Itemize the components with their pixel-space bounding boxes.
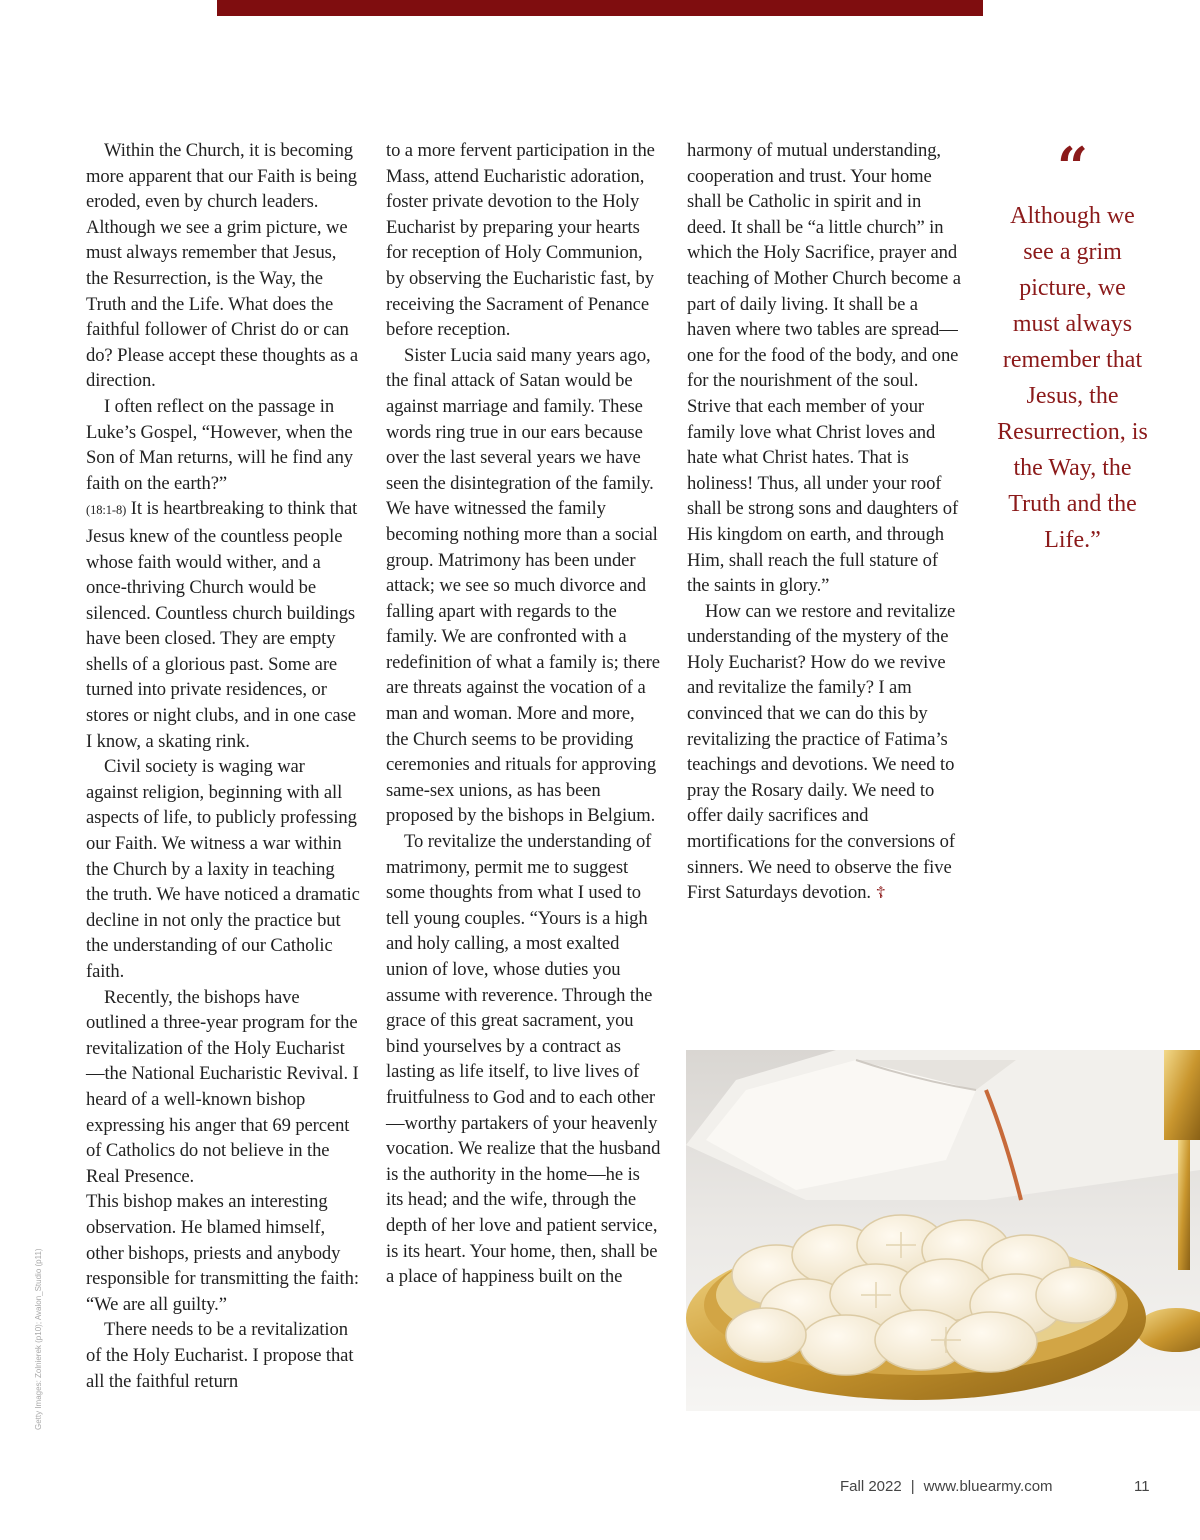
- paragraph: Sister Lucia said many years ago, the final attack of Satan would be against marriage and family. These words ring true in our ears because over the last several years we have seen the disintegration of the family. We have witnessed the family becoming nothing more than a social group. Matrimony has been under attack; we see so much divorce and falling apart with regards to the family. We are confronted with a redefinition of what a family is; there are threats against the vocation of a man and woman. More and more, the Church seems to be providing ceremonies and rituals for approving same-sex unions, as has been proposed by the bishops in Belgium.: [386, 344, 660, 827]
- paragraph: harmony of mutual understanding, cooperation and trust. Your home shall be Catholic in spirit and in deed. It shall be “a little church” in which the Holy Sacrifice, prayer and teaching of Mother Church become a part of daily living. It shall be a haven where two tables are spread—one for the food of the body, and one for the nourishment of the soul. Strive that each member of your family love what Christ loves and hate what Christ hates. That is holiness! Thus, all under your roof shall be strong sons and daughters of His kingdom on earth, and through Him, shall reach the full stature of the saints in glory.”: [687, 140, 961, 597]
- website-link[interactable]: www.bluearmy.com: [923, 1478, 1053, 1495]
- paragraph: To revitalize the understanding of matrimony, permit me to suggest some thoughts from what I used to tell young couples. “Yours is a high and holy calling, a most exalted union of love, whose duties you assume with reverence. Through the grace of this great sacrament, you bind yourselves by a contract as lasting as life itself, to live lives of fruitfulness to God and to each other—worthy partakers of your heavenly vocation. We realize that the husband is the authority in the home—he is its head; and the wife, through the depth of her love and patient service, is its heart. Your home, then, shall be a place of happiness built on the: [386, 831, 661, 1288]
- top-accent-bar: [217, 0, 983, 16]
- quote-mark-icon: “: [1056, 135, 1089, 199]
- paragraph-text: I often reflect on the passage in Luke’s Gospel, “However, when the Son of Man returns, will he find any faith on the earth?”: [86, 395, 353, 494]
- footer-separator: |: [910, 1478, 915, 1495]
- paragraph: to a more fervent participation in the Mass, attend Eucharistic adoration, foster private devotion to the Holy Eucharist by preparing your hearts for reception of Holy Communion, by observing the Eucharistic fast, by receiving the Sacrament of Penance before reception.: [386, 140, 655, 341]
- pull-quote: [995, 135, 1150, 558]
- text-column-2: [386, 138, 661, 1290]
- paragraph: [687, 599, 962, 906]
- paragraph-text: How can we restore and revitalize understanding of the mystery of the Holy Eucharist? How do we revive and revitalize the family? I am convinced that we can do this by revitalizing the practice of Fatima’s teachings and devotions. We need to pray the Rosary daily. We need to offer daily sacrifices and mortifications for the conversions of sinners. We need to observe the five First Saturdays devotion.: [687, 600, 956, 904]
- scripture-reference: (18:1-8): [86, 503, 127, 518]
- text-column-3: [687, 138, 962, 906]
- pull-quote-text: Although we see a grim picture, we must always remember that Jesus, the Resurrection, is the Way, the Truth and the Life.”: [997, 203, 1148, 553]
- paragraph-text: It is heartbreaking to think that Jesus knew of the countless people whose faith would wither, and a once-thriving Church would be silenced. Countless church buildings have been closed. They are empty shells of a glorious past. Some are turned into private residences, or stores or night clubs, and in one case I know, a skating rink.: [86, 498, 358, 752]
- page-number: 11: [1134, 1478, 1150, 1495]
- photo-credit: Getty Images: Zolnierek (p10); Avalon_Studio (p11): [34, 1248, 43, 1430]
- paragraph: This bishop makes an interesting observation. He blamed himself, other bishops, priests and anybody responsible for transmitting the faith: “We are all guilty.”: [86, 1191, 359, 1315]
- paragraph: Within the Church, it is becoming more apparent that our Faith is being eroded, even by church leaders. Although we see a grim picture, we must always remember that Jesus, the Resurrection, is the Way, the Truth and the Life. What does the faithful follower of Christ do or can do? Please accept these thoughts as a direction.: [86, 140, 359, 392]
- eucharist-hosts-photo: [686, 1050, 1200, 1411]
- paragraph: Civil society is waging war against religion, beginning with all aspects of life, to publicly professing our Faith. We witness a war within the Church by a laxity in teaching the truth. We have noticed a dramatic decline in not only the practice but the understanding of our Catholic faith.: [86, 756, 360, 982]
- paragraph: Recently, the bishops have outlined a three-year program for the revitalization of the Holy Eucharist—the National Eucharistic Revival. I heard of a well-known bishop expressing his anger that 69 percent of Catholics do not believe in the Real Presence.: [86, 986, 359, 1187]
- text-column-1: [86, 138, 361, 1394]
- footer: [840, 1478, 1053, 1495]
- paragraph-luke: [86, 394, 361, 754]
- paragraph: There needs to be a revitalization of the Holy Eucharist. I propose that all the faithful return: [86, 1319, 354, 1392]
- issue-label: Fall 2022: [840, 1478, 902, 1495]
- cross-end-mark-icon: ☦: [875, 883, 886, 903]
